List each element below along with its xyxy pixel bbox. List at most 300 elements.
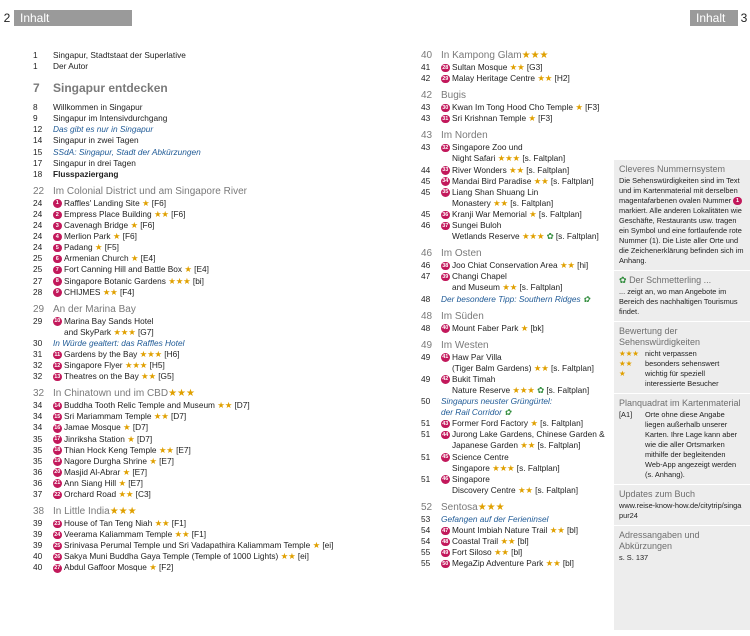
sight-number-badge: 16 (54, 425, 61, 431)
toc-entry[interactable] (421, 396, 609, 407)
toc-entry[interactable] (33, 338, 373, 349)
toc-entry[interactable] (421, 323, 609, 334)
toc-entry[interactable] (421, 418, 609, 429)
section-title: In Kampong Glam (441, 50, 522, 61)
badge-cell (441, 452, 452, 463)
toc-entry[interactable] (33, 50, 373, 61)
star-icon: ★★★ (492, 462, 515, 473)
star-icon: ★★ (537, 73, 553, 84)
toc-entry[interactable] (33, 422, 373, 433)
map-reference: [G3] (526, 62, 543, 72)
star-icon: ★★★ (139, 348, 162, 359)
toc-entry[interactable] (421, 153, 609, 164)
entry-text: and SkyPark (64, 326, 112, 337)
map-reference: [F6] (151, 197, 167, 208)
sight-number-badge: 33 (442, 167, 449, 174)
sight-number-badge: 1 (53, 199, 62, 208)
page-number: 50 (421, 396, 431, 407)
sight-number-badge: 13 (54, 373, 61, 380)
toc-entry[interactable] (33, 445, 373, 456)
entry-text: Raffles' Landing Site (64, 197, 140, 208)
entry-title (441, 514, 609, 525)
entry-title (53, 135, 373, 146)
star-icon: ★★ (280, 551, 296, 562)
toc-entry[interactable] (421, 231, 609, 242)
toc-entry[interactable] (33, 135, 373, 146)
page-number: 40 (33, 562, 43, 573)
toc-entry[interactable] (33, 276, 373, 287)
entry-title (64, 316, 373, 327)
toc-entry[interactable] (421, 385, 609, 396)
map-reference: [bl] (517, 536, 529, 547)
entry-text: Changi Chapel (452, 271, 507, 282)
toc-entry[interactable] (421, 474, 609, 485)
toc-entry[interactable] (33, 253, 373, 264)
toc-entry[interactable] (421, 485, 609, 496)
updates-title: Updates zum Buch (619, 489, 696, 499)
map-reference: [G7] (138, 326, 154, 337)
toc-entry[interactable] (33, 562, 373, 573)
entry-title (452, 547, 609, 558)
badge-cell (53, 529, 64, 540)
entry-title (64, 242, 373, 253)
badge-cell (53, 551, 64, 562)
sight-number-badge: 9 (53, 288, 62, 297)
sight-number-badge: 4 (53, 233, 62, 242)
star-icon: ★★ (153, 208, 169, 219)
entry-title (64, 276, 373, 287)
star-icon: ★★★ (168, 388, 195, 400)
star-icon: ★ (127, 433, 135, 444)
entry-text: Singapore Botanic Gardens (64, 275, 166, 286)
toc-entry[interactable] (421, 374, 609, 385)
entry-text: Das gibt es nur in Singapur (53, 124, 154, 135)
toc-entry[interactable] (421, 187, 609, 198)
star-icon: ★★ (141, 371, 156, 382)
page-number: 15 (33, 146, 43, 157)
star-icon: ★ (130, 253, 139, 264)
page-number: 24 (33, 208, 43, 219)
toc-entry[interactable] (33, 518, 373, 529)
sight-number-badge: 31 (442, 115, 449, 122)
toc-entry[interactable] (421, 352, 609, 363)
toc-entry[interactable] (33, 158, 373, 169)
numbering-text-2: markiert. Alle anderen Lokalitäten wie Geschäfte, Restaurants usw. tragen ein Symbol und eine fortlaufende rote Nummer ( (619, 206, 742, 245)
sight-number-badge: 18 (54, 447, 61, 454)
map-reference: [bl] (566, 525, 579, 535)
page-number: 39 (33, 529, 43, 540)
sight-number-badge: 24 (54, 531, 61, 538)
entry-text: River Wonders (452, 164, 507, 175)
sight-number-badge: 36 (442, 211, 449, 218)
toc-entry[interactable] (421, 282, 609, 293)
sight-number-badge: 6 (53, 255, 62, 264)
star-icon: ★★★ (619, 349, 639, 358)
entry-title (441, 294, 609, 305)
entry-title (64, 422, 373, 433)
grid-reference-text: Orte ohne diese Angabe liegen außerhalb unserer Karten. Ihre Lage kann aber wie die aller Ortsmarken mithilfe der begleitenden Web-App angezeigt werden (s. Anhang). (645, 410, 738, 479)
page-number: 24 (33, 220, 43, 231)
badge-cell (53, 242, 64, 253)
entry-text: Gefangen auf der Ferieninsel (441, 513, 549, 524)
entry-title (452, 198, 609, 209)
entry-text: Monastery (452, 197, 491, 208)
toc-entry[interactable] (33, 169, 373, 180)
map-reference: [F5] (104, 242, 119, 253)
page-number: 46 (421, 260, 431, 271)
entry-text: Sultan Mosque (452, 62, 508, 72)
badge-cell (441, 429, 452, 440)
page-number: 36 (33, 477, 43, 488)
toc-entry[interactable] (33, 411, 373, 422)
page-number: 17 (33, 157, 43, 168)
badge-cell (441, 73, 452, 84)
star-icon: ★★ (158, 444, 174, 455)
sight-number-badge: 43 (442, 420, 449, 427)
entry-text: Abdul Gaffoor Mosque (64, 562, 147, 573)
updates-box (614, 485, 750, 526)
map-reference: [bi] (192, 275, 204, 286)
star-icon: ★ (149, 562, 157, 573)
entry-title (452, 142, 609, 153)
toc-entry[interactable] (421, 260, 609, 271)
star-icon: ★★ (102, 286, 118, 297)
map-reference: [F1] (171, 518, 187, 529)
toc-entry[interactable] (33, 264, 373, 275)
page-number: 12 (33, 124, 43, 135)
map-reference: [bl] (511, 547, 523, 558)
badge-cell (53, 371, 64, 382)
section-title: Bugis (441, 90, 467, 102)
toc-entry[interactable] (33, 102, 373, 113)
toc-entry[interactable] (33, 327, 373, 338)
toc-entry[interactable] (33, 147, 373, 158)
sight-number-badge: 50 (442, 560, 449, 567)
page-number: 30 (33, 337, 43, 348)
toc-entry[interactable] (33, 349, 373, 360)
badge-cell (441, 374, 452, 385)
entry-title (64, 360, 373, 371)
badge-cell (53, 422, 64, 433)
map-reference: [H5] (149, 360, 165, 371)
map-reference: [ei] (297, 551, 309, 562)
sight-number-badge: 26 (54, 553, 61, 560)
map-reference: [s. Faltplan] (519, 282, 563, 293)
map-reference: [D7] (234, 400, 250, 411)
star-icon: ★ (575, 102, 583, 113)
toc-entry[interactable] (33, 489, 373, 500)
section-title: An der Marina Bay (53, 303, 136, 315)
toc-entry[interactable] (33, 467, 373, 478)
toc-entry[interactable] (421, 271, 609, 282)
badge-cell (53, 400, 64, 411)
map-reference: [F6] (140, 220, 155, 231)
entry-text: Fort Siloso (452, 547, 492, 558)
toc-entry[interactable] (421, 536, 609, 547)
map-reference: [bk] (530, 322, 544, 333)
toc-entry[interactable] (33, 529, 373, 540)
toc-entry[interactable] (421, 525, 609, 536)
entry-text: Science Centre (452, 451, 509, 462)
toc-entry[interactable] (421, 165, 609, 176)
sight-number-badge: 46 (442, 476, 449, 483)
star-icon: ★ (122, 466, 131, 477)
entry-text: Singapore Zoo und (452, 142, 523, 153)
entry-text: Marina Bay Sands Hotel (64, 315, 154, 326)
entry-text: Coastal Trail (452, 536, 499, 547)
badge-cell (441, 142, 452, 153)
star-icon: ★★★ (497, 153, 520, 164)
toc-entry[interactable] (33, 434, 373, 445)
star-icon: ★ (529, 208, 537, 219)
badge-cell (441, 474, 452, 485)
map-reference: [F6] (171, 208, 186, 219)
entry-title (64, 529, 373, 540)
toc-entry[interactable] (33, 540, 373, 551)
page-number: 27 (33, 275, 43, 286)
map-reference: [ei] (322, 540, 334, 551)
badge-cell (53, 220, 64, 231)
map-reference: [E4] (140, 253, 156, 264)
toc-entry[interactable] (421, 113, 609, 124)
page-number: 32 (33, 360, 43, 371)
entry-title (441, 407, 609, 418)
toc-entry[interactable] (421, 452, 609, 463)
sight-number-badge: 12 (54, 362, 61, 369)
sight-number-badge: 37 (442, 222, 449, 229)
star-icon: ★★ (493, 547, 509, 558)
star-icon: ★ (312, 540, 321, 551)
entry-text: Ann Siang Hill (64, 477, 117, 488)
page-number: 43 (421, 130, 433, 142)
section-title: Singapur entdecken (53, 81, 168, 96)
page-number: 34 (33, 411, 43, 422)
entry-title (452, 323, 609, 334)
badge-cell (53, 445, 64, 456)
badge-cell (441, 220, 452, 231)
entry-title (64, 551, 373, 562)
page-number: 35 (33, 444, 43, 455)
toc-entry[interactable] (33, 61, 373, 72)
badge-cell (53, 478, 64, 489)
rating-box (614, 322, 750, 394)
badge-cell (53, 434, 64, 445)
sight-number-badge: 30 (442, 104, 449, 111)
toc-entry[interactable] (421, 363, 609, 374)
entry-title (64, 411, 373, 422)
toc-entry[interactable] (421, 198, 609, 209)
toc-entry[interactable] (421, 558, 609, 569)
entry-text: Armenian Church (64, 253, 129, 264)
toc-entry[interactable] (33, 198, 373, 209)
star-icon: ★★ (154, 518, 170, 529)
star-icon: ★★★ (168, 275, 191, 286)
star-icon: ★ (530, 418, 538, 429)
page-number: 51 (421, 429, 431, 440)
legend-sidebar (614, 160, 750, 630)
toc-entry[interactable] (421, 62, 609, 73)
entry-text: Orchard Road (64, 489, 117, 499)
badge-cell (441, 165, 452, 176)
numbering-text-1: Die Sehenswürdigkeiten sind im Text und im Kartenmaterial mit derselben magentafarbenen ovalen Nummer (619, 176, 740, 205)
updates-link[interactable]: www.reise-know-how.de/citytrip/singapur24 (619, 501, 742, 520)
entry-text: Singapurs neuster Grüngürtel: (441, 396, 553, 407)
entry-text: Sri Krishnan Temple (452, 113, 527, 124)
entry-text: Singapur, Stadtstaat der Superlative (53, 50, 186, 60)
entry-title (452, 385, 609, 396)
entry-title (452, 187, 609, 198)
entry-text: Mount Faber Park (452, 322, 519, 333)
toc-entry[interactable] (421, 294, 609, 305)
toc-entry[interactable] (421, 407, 609, 418)
map-reference: [s. Faltplan] (537, 440, 581, 451)
page-number: 29 (33, 315, 43, 326)
toc-entry[interactable] (33, 209, 373, 220)
toc-entry[interactable] (33, 242, 373, 253)
badge-cell (441, 176, 452, 187)
page-number: 18 (33, 168, 43, 179)
page-number: 37 (33, 489, 43, 499)
badge-cell (441, 558, 452, 569)
entry-text: Former Ford Factory (452, 418, 529, 429)
page-number: 49 (421, 339, 433, 351)
sight-number-badge: 21 (54, 480, 61, 487)
toc-entry[interactable] (421, 73, 609, 84)
toc-entry[interactable] (33, 231, 373, 242)
page-number: 51 (421, 451, 431, 462)
toc-entry[interactable] (33, 287, 373, 298)
entry-text: CHIJMES (64, 286, 101, 297)
section-heading (33, 80, 373, 96)
toc-entry[interactable] (33, 316, 373, 327)
map-reference: [s. Faltplan] (538, 208, 582, 219)
map-reference: [s. Faltplan] (550, 362, 594, 373)
rating-title: Bewertung der Sehenswürdigkeiten (619, 326, 701, 347)
map-reference: [s. Faltplan] (546, 384, 590, 395)
sight-number-badge: 41 (442, 354, 449, 361)
entry-title (452, 102, 609, 113)
entry-title (53, 61, 373, 72)
sight-number-badge: 2 (53, 211, 62, 220)
page-number: 22 (33, 185, 45, 197)
entry-title (452, 536, 609, 547)
toc-entry[interactable] (33, 400, 373, 411)
star-icon: ★★ (549, 525, 565, 535)
page-number: 55 (421, 547, 431, 558)
sight-number-badge: 35 (442, 189, 449, 196)
map-reference: [F3] (585, 102, 600, 113)
toc-entry[interactable] (33, 113, 373, 124)
entry-text: Veerama Kaliammam Temple (64, 529, 173, 540)
entry-title (452, 374, 609, 385)
toc-entry[interactable] (421, 440, 609, 451)
page-number: 52 (421, 501, 433, 513)
sight-number-badge: 34 (442, 178, 449, 185)
sight-number-badge: 28 (442, 64, 449, 71)
section-title: In Little India (53, 506, 110, 518)
toc-entry[interactable] (421, 429, 609, 440)
star-icon: ★ (520, 322, 529, 333)
toc-entry[interactable] (33, 371, 373, 382)
badge-cell (441, 536, 452, 547)
section-heading (421, 340, 609, 352)
toc-entry[interactable] (33, 220, 373, 231)
badge-cell (53, 198, 64, 209)
sight-number-badge: 47 (442, 527, 449, 534)
entry-title (452, 452, 609, 463)
entry-title (452, 463, 609, 474)
toc-entry[interactable] (421, 209, 609, 220)
map-reference: [G5] (158, 371, 174, 382)
entry-title (452, 440, 609, 451)
page-number: 46 (421, 248, 433, 260)
entry-title (53, 147, 373, 158)
toc-entry[interactable] (421, 102, 609, 113)
section-title: Im Süden (441, 310, 484, 322)
page-number: 51 (421, 473, 431, 484)
entry-title (64, 562, 373, 573)
entry-text: Singapur in drei Tagen (53, 157, 136, 168)
entry-text: Nagore Durgha Shrine (64, 455, 148, 466)
map-reference: [s. Faltplan] (550, 175, 594, 186)
page-number: 31 (33, 348, 43, 359)
sight-number-badge: 40 (442, 325, 449, 332)
toc-entry[interactable] (421, 547, 609, 558)
badge-cell (53, 287, 64, 298)
toc-entry[interactable] (33, 124, 373, 135)
sight-number-badge: 22 (54, 491, 61, 498)
page-number: 35 (33, 433, 43, 444)
page-number: 46 (421, 220, 431, 231)
star-icon: ★ (184, 264, 192, 275)
page-number: 7 (33, 81, 40, 96)
entry-text: Singapore (452, 473, 490, 484)
entry-title (452, 231, 609, 242)
entry-text: Theatres on the Bay (64, 371, 139, 382)
badge-cell (53, 540, 64, 551)
sight-number-badge: 11 (54, 351, 61, 358)
star-icon: ★★ (153, 411, 169, 422)
page-number: 24 (33, 197, 43, 208)
entry-text: Flusspaziergang (53, 168, 119, 179)
entry-text: Thian Hock Keng Temple (64, 444, 157, 455)
toc-entry[interactable] (421, 463, 609, 474)
toc-entry[interactable] (33, 360, 373, 371)
badge-cell (53, 316, 64, 327)
entry-text: Gardens by the Bay (64, 348, 138, 359)
toc-entry[interactable] (33, 456, 373, 467)
rating-row: ★★★ nicht verpassen (619, 349, 697, 358)
toc-entry[interactable] (33, 478, 373, 489)
grid-reference-box (614, 394, 750, 485)
entry-text: and Museum (452, 282, 500, 293)
toc-entry[interactable] (33, 551, 373, 562)
toc-entry[interactable] (421, 176, 609, 187)
toc-entry[interactable] (421, 142, 609, 153)
page-number: 25 (33, 264, 43, 275)
page-number: 39 (33, 540, 43, 551)
map-reference: [F3] (538, 113, 553, 124)
toc-entry[interactable] (421, 514, 609, 525)
address-text: s. S. 137 (619, 553, 649, 562)
sight-number-badge: 20 (54, 469, 61, 476)
butterfly-icon: ✿ (537, 384, 545, 395)
page-number: 54 (421, 525, 431, 535)
toc-entry[interactable] (421, 220, 609, 231)
badge-cell (441, 102, 452, 113)
sight-number-badge: 17 (54, 436, 61, 443)
page-number: 39 (33, 518, 43, 529)
